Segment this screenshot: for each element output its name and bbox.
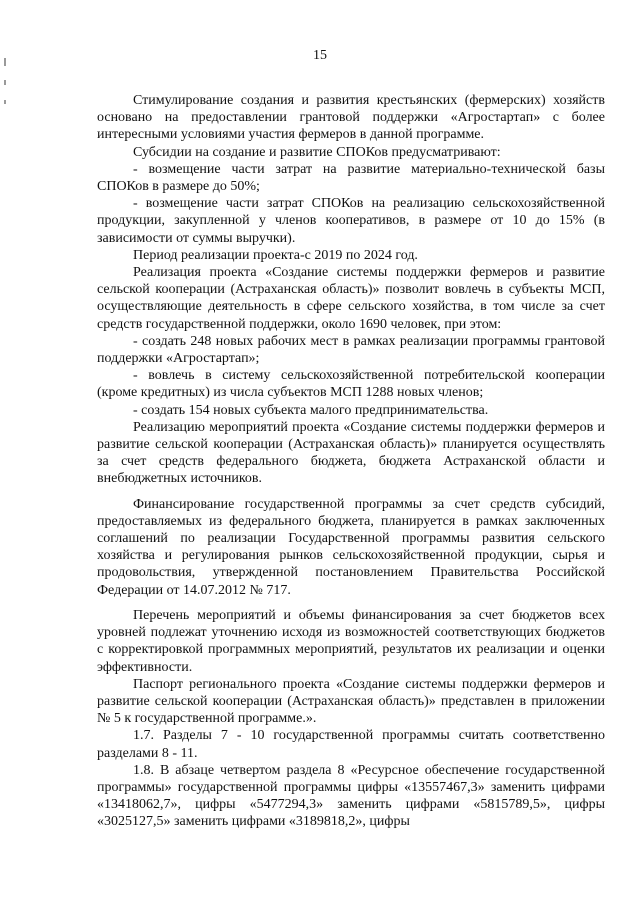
paragraph: 1.8. В абзаце четвертом раздела 8 «Ресурсное обеспечение государственной программы» государственной программы цифры «13557467,3» заменить цифрами «13418062,7», цифры «5477294,3» заменить цифрами «5815789,5», цифры «3025127,5» заменить цифрами «3189818,2», цифры xyxy=(97,762,605,830)
paragraph: Субсидии на создание и развитие СПОКов предусматривают: xyxy=(133,144,501,160)
paragraph: Паспорт регионального проекта «Создание системы поддержки фермеров и развитие сельской кооперации (Астраханская область)» представлен в приложении № 5 к государственной программе.». xyxy=(97,676,605,727)
paragraph: 1.7. Разделы 7 - 10 государственной программы считать соответственно разделами 8 - 11. xyxy=(97,728,605,761)
paragraph: Финансирование государственной программы за счет средств субсидий, предоставляемых из федерального бюджета, планируется в рамках заключенных соглашений по реализации Государственной программы развития сельского хозяйства и регулирования рынков сельскохозяйственной продукции, сырья и продовольствия, утвержденной постановлением Правительства Российской Федерации от 14.07.2012 № 717. xyxy=(97,496,605,598)
paragraph: Реализацию мероприятий проекта «Создание системы поддержки фермеров и развитие сельской кооперации (Астраханская область)» планируется осуществлять за счет средств федерального бюджета, бюджета Астраханской области и внебюджетных источников. xyxy=(97,419,605,487)
paragraph: - создать 248 новых рабочих мест в рамках реализации программы грантовой поддержки «Агростартап»; xyxy=(97,333,605,367)
paragraph: Реализация проекта «Создание системы поддержки фермеров и развитие сельской кооперации (Астраханская область)» позволит вовлечь в субъекты МСП, осуществляющие деятельность в сфере сельского хозяйства, в том числе за счет средств государственной поддержки, около 1690 человек, при этом: xyxy=(97,265,605,332)
paragraph: Перечень мероприятий и объемы финансирования за счет бюджетов всех уровней подлежат уточнению исходя из возможностей соответствующих бюджетов с корректировкой программных мероприятий, результатов их реализации и оценки эффективности. xyxy=(97,607,605,675)
paragraph: - создать 154 новых субъекта малого предпринимательства. xyxy=(133,402,489,418)
paragraph: - возмещение части затрат на развитие материально-технической базы СПОКов в размере до 50%; xyxy=(97,161,605,195)
paragraph: - возмещение части затрат СПОКов на реализацию сельскохозяйственной продукции, закупленной у членов кооперативов, в размере от 10 до 15% (в зависимости от суммы выручки). xyxy=(97,196,605,246)
page-number: 15 xyxy=(313,48,327,63)
scan-edge-mark xyxy=(4,100,6,104)
paragraph: Период реализации проекта-с 2019 по 2024 год. xyxy=(133,247,418,263)
document-body xyxy=(97,92,605,831)
paragraph: Стимулирование создания и развития крестьянских (фермерских) хозяйств основано на предоставлении грантовой поддержки «Агростартап» с более интересными условиями участия фермеров в данной программе. xyxy=(97,93,605,143)
scan-edge-mark xyxy=(4,80,6,85)
paragraph: - вовлечь в систему сельскохозяйственной потребительской кооперации (кроме кредитных) из числа субъектов МСП 1288 новых членов; xyxy=(97,368,605,401)
